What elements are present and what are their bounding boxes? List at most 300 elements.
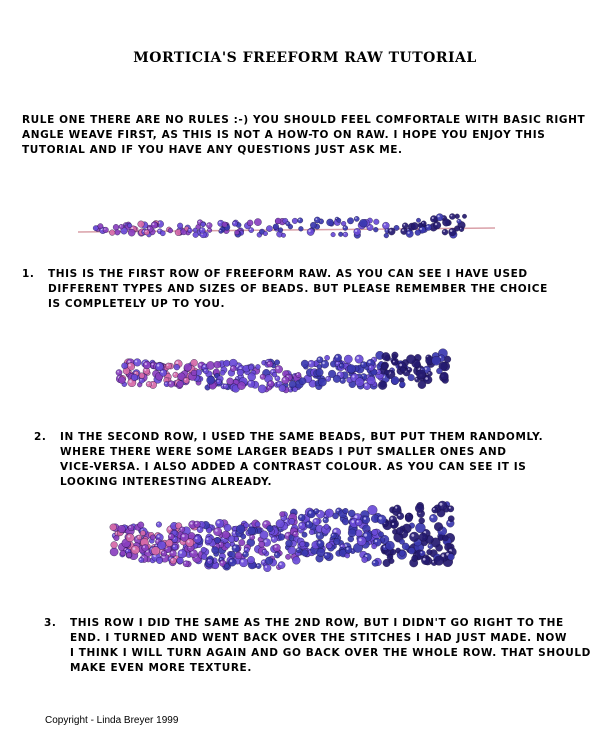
bead-highlight	[408, 232, 410, 234]
bead-highlight	[120, 225, 121, 226]
bead	[239, 558, 248, 567]
bead-highlight	[140, 558, 142, 560]
bead-highlight	[165, 383, 167, 385]
bead	[138, 221, 145, 228]
bead-highlight	[359, 538, 362, 541]
bead	[355, 519, 362, 526]
bead-highlight	[233, 546, 235, 548]
bead	[215, 519, 224, 528]
step-number: 1.	[22, 268, 35, 280]
bead	[381, 363, 388, 370]
bead-highlight	[217, 521, 220, 524]
step-line: THIS IS THE FIRST ROW OF FREEFORM RAW. AS YOU CAN SEE I HAVE USED	[48, 268, 528, 280]
bead-highlight	[276, 367, 278, 369]
bead	[280, 512, 285, 517]
bead	[143, 361, 151, 369]
bead	[427, 371, 432, 376]
bead-highlight	[241, 560, 244, 563]
bead	[425, 224, 431, 230]
bead-highlight	[318, 541, 320, 543]
bead	[362, 516, 370, 524]
bead-highlight	[458, 220, 459, 221]
bead-highlight	[147, 383, 149, 385]
bead	[457, 219, 462, 224]
bead	[183, 377, 189, 383]
bead	[110, 548, 118, 556]
bead-highlight	[251, 536, 253, 538]
bead	[289, 518, 295, 524]
bead-highlight	[450, 230, 452, 232]
bead-highlight	[217, 380, 219, 382]
bead	[278, 228, 283, 233]
bead-highlight	[169, 382, 171, 384]
bead-highlight	[314, 520, 316, 522]
bead	[372, 544, 377, 549]
bead-highlight	[272, 538, 274, 540]
bead	[146, 381, 152, 387]
bead-highlight	[189, 229, 190, 230]
bead-highlight	[268, 362, 270, 364]
bead	[382, 222, 389, 229]
bead-highlight	[276, 377, 278, 379]
bead	[156, 557, 163, 564]
bead	[156, 522, 162, 528]
bead	[298, 522, 305, 529]
bead-highlight	[133, 547, 136, 550]
bead	[139, 378, 144, 383]
intro-line: ANGLE WEAVE FIRST, AS THIS IS NOT A HOW-TO ON RAW. I HOPE YOU ENJOY THIS	[22, 129, 546, 141]
bead	[214, 361, 221, 368]
step-line: END. I TURNED AND WENT BACK OVER THE STITCHES I HAD JUST MADE. NOW	[70, 632, 568, 644]
bead	[126, 534, 134, 542]
bead	[281, 233, 285, 237]
bead	[232, 545, 240, 553]
bead-highlight	[307, 522, 309, 524]
bead	[345, 546, 352, 553]
bead-highlight	[440, 503, 443, 506]
bead	[191, 370, 197, 376]
bead-highlight	[402, 229, 404, 231]
bead	[348, 510, 355, 517]
bead-highlight	[355, 217, 357, 219]
bead-highlight	[354, 515, 357, 518]
bead-highlight	[138, 536, 140, 538]
bead	[207, 376, 215, 384]
bead-highlight	[322, 362, 324, 364]
bead	[442, 229, 448, 235]
bead	[421, 556, 429, 564]
bead-highlight	[261, 375, 263, 377]
bead	[256, 563, 261, 568]
bead-highlight	[278, 382, 280, 384]
bead	[438, 501, 447, 510]
bead	[355, 378, 364, 387]
bead	[247, 380, 255, 388]
bead-highlight	[429, 545, 431, 547]
bead-highlight	[334, 530, 337, 533]
bead	[434, 522, 443, 531]
bead	[115, 230, 121, 236]
bead	[205, 537, 212, 544]
bead	[442, 219, 450, 227]
bead	[278, 534, 285, 541]
bead-highlight	[287, 222, 288, 223]
bead-highlight	[176, 361, 178, 363]
bead-highlight	[208, 229, 209, 230]
bead	[178, 549, 187, 558]
bead-highlight	[208, 224, 210, 226]
bead	[165, 363, 171, 369]
bead	[348, 529, 356, 537]
bead	[442, 535, 448, 541]
bead-highlight	[422, 222, 424, 224]
bead	[170, 558, 176, 564]
bead	[372, 560, 379, 567]
bead-highlight	[433, 508, 435, 510]
bead	[292, 557, 300, 565]
bead	[206, 361, 214, 369]
bead	[223, 384, 228, 389]
bead	[415, 504, 424, 513]
bead	[243, 551, 249, 557]
bead-highlight	[416, 378, 418, 380]
bead	[183, 561, 189, 567]
bead-highlight	[250, 229, 252, 231]
bead	[327, 219, 334, 226]
bead-highlight	[325, 554, 327, 556]
bead-highlight	[275, 546, 277, 548]
bead	[344, 355, 352, 363]
bead	[384, 370, 389, 375]
bead	[419, 518, 425, 524]
bead	[430, 216, 437, 223]
bead	[175, 229, 181, 235]
bead	[93, 226, 98, 231]
bead-highlight	[392, 523, 394, 525]
bead	[122, 363, 128, 369]
bead	[449, 214, 455, 220]
bead	[378, 381, 387, 390]
bead-highlight	[442, 554, 445, 557]
bead-highlight	[182, 535, 185, 538]
bead	[128, 525, 134, 531]
bead-highlight	[269, 382, 271, 384]
bead	[300, 541, 306, 547]
bead	[316, 369, 323, 376]
bead-highlight	[143, 546, 145, 548]
bead	[161, 550, 167, 556]
bead-highlight	[352, 375, 354, 377]
bead	[337, 218, 341, 222]
bead	[139, 557, 144, 562]
bead-highlight	[135, 372, 137, 374]
bead-highlight	[135, 360, 137, 362]
bead	[258, 385, 266, 393]
bead	[177, 381, 184, 388]
bead	[259, 541, 265, 547]
bead	[118, 525, 126, 533]
bead	[399, 539, 404, 544]
bead	[237, 369, 244, 376]
bead-highlight	[379, 517, 382, 520]
bead	[118, 377, 125, 384]
bead-highlight	[198, 221, 200, 223]
bead-highlight	[236, 377, 238, 379]
bead-highlight	[309, 230, 311, 232]
bead	[194, 521, 200, 527]
bead	[228, 558, 236, 566]
bead	[266, 226, 272, 232]
bead	[368, 365, 374, 371]
bead-highlight	[398, 514, 400, 516]
bead	[194, 536, 202, 544]
bead-highlight	[244, 553, 246, 555]
bead-highlight	[158, 230, 160, 232]
bead	[354, 228, 361, 235]
bead-highlight	[309, 362, 311, 364]
bead	[418, 223, 423, 228]
bead	[301, 360, 308, 367]
bead-highlight	[337, 509, 339, 511]
bead-highlight	[233, 532, 235, 534]
bead	[232, 221, 237, 226]
bead	[199, 227, 205, 233]
bead-highlight	[369, 366, 371, 368]
bead-highlight	[155, 545, 157, 547]
bead	[113, 224, 119, 230]
bead	[134, 359, 142, 367]
bead-highlight	[318, 533, 320, 535]
bead-highlight	[224, 385, 226, 387]
bead	[207, 559, 213, 565]
bead-highlight	[262, 561, 264, 563]
bead	[263, 231, 268, 236]
bead	[386, 541, 395, 550]
bead	[142, 545, 149, 552]
bead	[111, 542, 118, 549]
bead-highlight	[336, 356, 338, 358]
bead-highlight	[220, 558, 222, 560]
bead-highlight	[449, 507, 451, 509]
bead-highlight	[368, 361, 370, 363]
bead	[367, 376, 376, 385]
bead-highlight	[297, 373, 299, 375]
bead-highlight	[167, 364, 169, 366]
bead-highlight	[395, 506, 397, 508]
bead-highlight	[245, 548, 247, 550]
step-line: IS COMPLETELY UP TO YOU.	[48, 298, 226, 310]
bead	[314, 509, 319, 514]
bead-highlight	[208, 560, 210, 562]
bead-highlight	[438, 215, 440, 217]
bead	[347, 365, 356, 374]
bead	[275, 365, 283, 373]
bead	[415, 230, 421, 236]
bead	[359, 219, 367, 227]
bead-highlight	[184, 562, 186, 564]
bead-highlight	[219, 222, 221, 224]
bead	[343, 508, 349, 514]
bead-highlight	[318, 358, 320, 360]
step-number: 3.	[44, 617, 57, 629]
bead	[394, 505, 401, 512]
bead-highlight	[309, 511, 311, 513]
bead-highlight	[373, 561, 375, 563]
bead	[296, 372, 301, 377]
bead	[225, 543, 231, 549]
bead	[172, 544, 178, 550]
bead	[160, 231, 165, 236]
bead	[333, 375, 340, 382]
bead	[434, 556, 444, 566]
bead	[193, 232, 199, 238]
bead	[360, 362, 366, 368]
bead	[396, 527, 403, 534]
bead-highlight	[300, 524, 302, 526]
bead	[409, 532, 419, 542]
bead	[236, 525, 245, 534]
step-line: MAKE EVEN MORE TEXTURE.	[70, 662, 252, 674]
step-number: 2.	[34, 431, 47, 443]
bead-highlight	[403, 224, 405, 226]
bead	[286, 221, 291, 226]
bead	[239, 539, 245, 545]
bead	[325, 509, 333, 517]
bead	[279, 385, 286, 392]
bead	[267, 525, 273, 531]
bead-highlight	[399, 364, 402, 367]
bead-highlight	[264, 540, 266, 542]
bead	[216, 379, 221, 384]
bead-highlight	[375, 540, 377, 542]
bead-highlight	[289, 388, 291, 390]
bead-highlight	[206, 538, 208, 540]
bead-highlight	[432, 561, 434, 563]
bead-highlight	[162, 552, 164, 554]
bead	[343, 232, 348, 237]
bead	[334, 354, 341, 361]
bead	[299, 226, 304, 231]
bead	[377, 515, 386, 524]
bead	[448, 516, 454, 522]
bead	[307, 228, 314, 235]
bead-highlight	[174, 373, 176, 375]
bead	[247, 220, 253, 226]
bead	[405, 515, 412, 522]
bead	[308, 360, 315, 367]
bead-highlight	[365, 384, 367, 386]
row-3-beads-image	[0, 490, 610, 600]
bead	[382, 352, 390, 360]
bead-highlight	[324, 518, 326, 520]
bead	[203, 368, 208, 373]
bead	[292, 218, 298, 224]
row-1-beads-image	[0, 200, 610, 250]
bead-highlight	[435, 223, 437, 225]
intro-line: RULE ONE THERE ARE NO RULES :-) YOU SHOULD FEEL COMFORTALE WITH BASIC RIGHT	[22, 114, 586, 126]
bead	[397, 513, 404, 520]
bead	[406, 230, 413, 237]
intro-line: TUTORIAL AND IF YOU HAVE ANY QUESTIONS JUST ASK ME.	[22, 144, 403, 156]
bead-highlight	[181, 528, 183, 530]
bead	[248, 527, 256, 535]
bead	[224, 360, 230, 366]
bead-highlight	[157, 523, 159, 525]
bead-highlight	[104, 228, 106, 230]
bead	[400, 382, 406, 388]
bead-highlight	[249, 381, 251, 383]
bead-highlight	[316, 218, 318, 220]
bead	[268, 381, 274, 387]
bead-highlight	[283, 378, 285, 380]
bead	[215, 537, 221, 543]
bead	[406, 355, 415, 364]
bead	[331, 533, 337, 539]
bead-highlight	[145, 231, 147, 233]
page-title: MORTICIA'S FREEFORM RAW TUTORIAL	[133, 50, 477, 66]
bead-highlight	[200, 229, 202, 231]
bead	[220, 370, 225, 375]
bead	[293, 387, 298, 392]
bead	[286, 540, 293, 547]
bead-highlight	[265, 566, 267, 568]
bead-highlight	[129, 380, 132, 383]
bead-highlight	[346, 548, 348, 550]
bead-highlight	[168, 527, 171, 530]
bead-highlight	[131, 227, 133, 229]
bead	[341, 221, 346, 226]
bead-highlight	[315, 510, 317, 512]
bead	[248, 365, 253, 370]
bead-highlight	[423, 558, 426, 561]
bead	[184, 364, 192, 372]
intro-text	[22, 113, 585, 158]
bead	[278, 562, 285, 569]
bead	[265, 557, 273, 565]
bead	[110, 524, 117, 531]
bead	[271, 536, 277, 542]
bead	[119, 224, 124, 229]
bead	[222, 222, 227, 227]
bead-highlight	[117, 371, 119, 373]
bead	[128, 229, 135, 236]
step-1	[22, 267, 548, 312]
bead-highlight	[215, 529, 218, 532]
bead-highlight	[230, 560, 232, 562]
bead	[432, 356, 441, 365]
bead	[429, 514, 437, 522]
bead-highlight	[263, 550, 265, 552]
bead	[285, 554, 290, 559]
bead	[168, 534, 174, 540]
bead	[140, 530, 145, 535]
bead	[144, 230, 149, 235]
bead-highlight	[425, 377, 428, 380]
bead	[432, 507, 438, 513]
bead-highlight	[152, 223, 154, 225]
bead	[128, 223, 132, 227]
bead	[462, 214, 466, 218]
bead	[296, 548, 301, 553]
bead	[418, 381, 426, 389]
bead-highlight	[299, 219, 301, 221]
bead	[326, 543, 332, 549]
bead-highlight	[431, 516, 433, 518]
bead-highlight	[157, 364, 159, 366]
bead	[274, 552, 280, 558]
bead	[415, 523, 425, 533]
bead	[273, 224, 279, 230]
